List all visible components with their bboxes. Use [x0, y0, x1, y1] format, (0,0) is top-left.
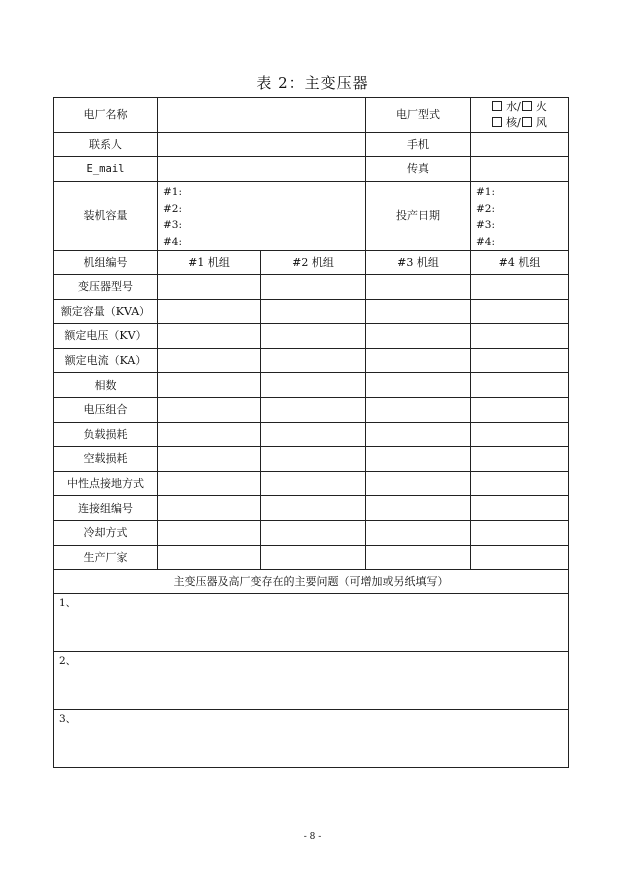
- parameter-label: 变压器型号: [54, 275, 158, 300]
- unit-3-value-cell[interactable]: [366, 299, 471, 324]
- page-title: 表 2：主变压器: [256, 74, 369, 92]
- parameter-rows: [54, 275, 569, 570]
- parameter-label: 相数: [54, 373, 158, 398]
- unit-3-value-cell[interactable]: [366, 275, 471, 300]
- unit-2-value-cell[interactable]: [261, 373, 366, 398]
- parameter-label: 额定容量（KVA）: [54, 299, 158, 324]
- page-number: - 8 -: [303, 832, 322, 842]
- contact-field[interactable]: [158, 133, 366, 157]
- unit-4-value-cell[interactable]: [471, 373, 569, 398]
- unit-2-value-cell[interactable]: [261, 471, 366, 496]
- nuclear-option-label: 核/: [506, 116, 521, 129]
- parameter-label: 中性点接地方式: [54, 471, 158, 496]
- commission-unit-1: #1:: [476, 186, 496, 198]
- wind-checkbox[interactable]: [522, 117, 532, 127]
- unit-4-value-cell[interactable]: [471, 324, 569, 349]
- plant-type-row-2: [471, 115, 568, 131]
- fax-field[interactable]: [471, 157, 569, 182]
- wind-option-label: 风: [535, 116, 547, 129]
- unit-3-value-cell[interactable]: [366, 373, 471, 398]
- unit-2-value-cell[interactable]: [261, 275, 366, 300]
- mobile-label: 手机: [366, 133, 471, 157]
- commission-date-label: 投产日期: [366, 182, 471, 251]
- parameter-row: [54, 520, 569, 545]
- parameter-label: 生产厂家: [54, 545, 158, 570]
- unit-1-value-cell[interactable]: [158, 496, 261, 521]
- parameter-row: [54, 422, 569, 447]
- unit-2-value-cell[interactable]: [261, 422, 366, 447]
- unit-1-value-cell[interactable]: [158, 422, 261, 447]
- capacity-unit-3: #3:: [163, 219, 183, 231]
- issue-number-1: 1、: [59, 597, 77, 610]
- commission-unit-2: #2:: [476, 202, 496, 215]
- unit-2-value-cell[interactable]: [261, 324, 366, 349]
- parameter-label: 空载损耗: [54, 447, 158, 472]
- capacity-unit-1: #1:: [163, 186, 183, 198]
- commission-unit-3: #3:: [476, 219, 496, 231]
- commission-unit-4: #4:: [476, 235, 496, 248]
- unit-4-value-cell[interactable]: [471, 275, 569, 300]
- unit-4-value-cell[interactable]: [471, 471, 569, 496]
- unit-4-value-cell[interactable]: [471, 545, 569, 570]
- unit-3-value-cell[interactable]: [366, 520, 471, 545]
- plant-type-row-1: [471, 99, 568, 115]
- unit-1-value-cell[interactable]: [158, 545, 261, 570]
- unit-1-value-cell[interactable]: [158, 447, 261, 472]
- unit-2-value-cell[interactable]: [261, 348, 366, 373]
- unit-3-value-cell[interactable]: [366, 447, 471, 472]
- mobile-field[interactable]: [471, 133, 569, 157]
- thermal-option-label: 火: [535, 100, 547, 113]
- unit-1-value-cell[interactable]: [158, 324, 261, 349]
- plant-type-options: [471, 98, 569, 133]
- unit-1-header: #1 机组: [158, 251, 261, 275]
- parameter-row: [54, 348, 569, 373]
- issue-item-3[interactable]: [54, 710, 569, 768]
- issue-item-2[interactable]: [54, 652, 569, 710]
- unit-4-value-cell[interactable]: [471, 447, 569, 472]
- plant-type-label: 电厂型式: [366, 98, 471, 133]
- issue-number-2: 2、: [59, 655, 77, 668]
- commission-date-field[interactable]: [471, 182, 569, 251]
- unit-3-value-cell[interactable]: [366, 471, 471, 496]
- issue-item-1[interactable]: [54, 594, 569, 652]
- hydro-checkbox[interactable]: [492, 101, 502, 111]
- unit-2-value-cell[interactable]: [261, 447, 366, 472]
- unit-1-value-cell[interactable]: [158, 373, 261, 398]
- unit-4-value-cell[interactable]: [471, 299, 569, 324]
- parameter-label: 连接组编号: [54, 496, 158, 521]
- parameter-row: [54, 275, 569, 300]
- nuclear-checkbox[interactable]: [492, 117, 502, 127]
- thermal-checkbox[interactable]: [522, 101, 532, 111]
- unit-3-value-cell[interactable]: [366, 348, 471, 373]
- issue-number-3: 3、: [59, 713, 77, 726]
- unit-2-value-cell[interactable]: [261, 520, 366, 545]
- plant-name-label: 电厂名称: [54, 98, 158, 133]
- unit-2-value-cell[interactable]: [261, 496, 366, 521]
- parameter-label: 额定电流（KA）: [54, 348, 158, 373]
- parameter-row: [54, 545, 569, 570]
- unit-3-value-cell[interactable]: [366, 422, 471, 447]
- unit-1-value-cell[interactable]: [158, 348, 261, 373]
- parameter-row: [54, 471, 569, 496]
- parameter-row: [54, 397, 569, 422]
- unit-1-value-cell[interactable]: [158, 275, 261, 300]
- unit-2-header: #2 机组: [261, 251, 366, 275]
- capacity-field[interactable]: [158, 182, 366, 251]
- parameter-label: 冷却方式: [54, 520, 158, 545]
- unit-2-value-cell[interactable]: [261, 299, 366, 324]
- parameter-row: [54, 447, 569, 472]
- transformer-form-table: [53, 97, 569, 768]
- unit-4-value-cell[interactable]: [471, 520, 569, 545]
- email-label: E_mail: [54, 157, 158, 182]
- unit-header-label: 机组编号: [54, 251, 158, 275]
- parameter-row: [54, 496, 569, 521]
- unit-4-value-cell[interactable]: [471, 422, 569, 447]
- unit-4-header: #4 机组: [471, 251, 569, 275]
- parameter-row: [54, 373, 569, 398]
- capacity-label: 装机容量: [54, 182, 158, 251]
- unit-4-value-cell[interactable]: [471, 348, 569, 373]
- contact-label: 联系人: [54, 133, 158, 157]
- unit-2-value-cell[interactable]: [261, 397, 366, 422]
- unit-3-value-cell[interactable]: [366, 496, 471, 521]
- parameter-label: 额定电压（KV）: [54, 324, 158, 349]
- unit-1-value-cell[interactable]: [158, 299, 261, 324]
- unit-4-value-cell[interactable]: [471, 496, 569, 521]
- issues-header: 主变压器及高厂变存在的主要问题（可增加或另纸填写）: [54, 570, 569, 594]
- unit-1-value-cell[interactable]: [158, 397, 261, 422]
- unit-2-value-cell[interactable]: [261, 545, 366, 570]
- unit-3-value-cell[interactable]: [366, 397, 471, 422]
- capacity-unit-4: #4:: [163, 235, 183, 248]
- parameter-row: [54, 299, 569, 324]
- unit-3-header: #3 机组: [366, 251, 471, 275]
- plant-name-field[interactable]: [158, 98, 366, 133]
- unit-3-value-cell[interactable]: [366, 324, 471, 349]
- capacity-unit-2: #2:: [163, 202, 183, 215]
- email-field[interactable]: [158, 157, 366, 182]
- unit-1-value-cell[interactable]: [158, 471, 261, 496]
- fax-label: 传真: [366, 157, 471, 182]
- parameter-label: 负载损耗: [54, 422, 158, 447]
- unit-1-value-cell[interactable]: [158, 520, 261, 545]
- parameter-row: [54, 324, 569, 349]
- parameter-label: 电压组合: [54, 397, 158, 422]
- unit-4-value-cell[interactable]: [471, 397, 569, 422]
- hydro-option-label: 水/: [506, 100, 521, 113]
- unit-3-value-cell[interactable]: [366, 545, 471, 570]
